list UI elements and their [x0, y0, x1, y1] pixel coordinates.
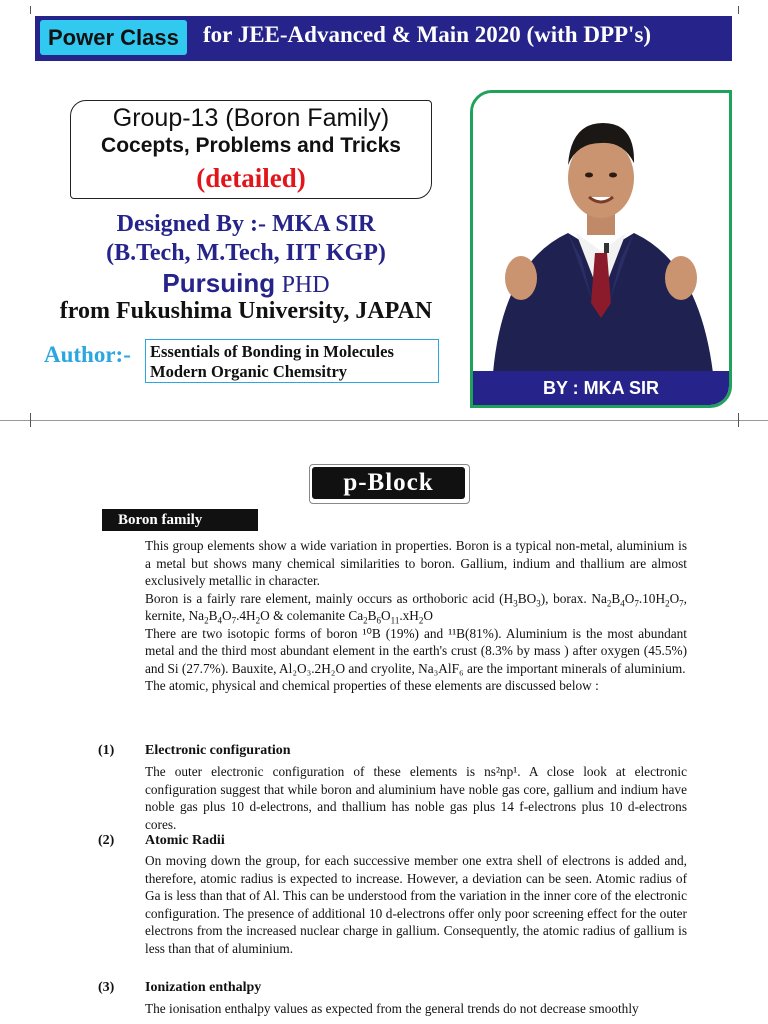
topic-detail: (detailed) — [196, 163, 306, 193]
author-book: Modern Organic Chemsitry — [150, 362, 348, 381]
instructor-illustration — [473, 93, 729, 405]
author-books-box — [145, 339, 439, 383]
item-title: Electronic configuration — [145, 743, 291, 758]
intro-text-3: There are two isotopic forms of boron ¹⁰B (19%) and ¹¹B(81%). Aluminium is the most abundant metal and the third most abundant element in the earth's crust (8.3% by mass ) after oxygen (45.5%) and Si (27.7%). Bauxite, Al₂O₃.2H₂O and cryolite, Na₃AlF₆ are the important minerals of aluminium. — [145, 625, 687, 676]
designer-university: from Fukushima University, JAPAN — [59, 298, 433, 324]
crop-mark — [30, 413, 31, 427]
topic-box — [70, 100, 432, 199]
item-number: (3) — [98, 980, 115, 995]
header-title: for JEE-Advanced & Main 2020 (with DPP's) — [203, 22, 652, 47]
cover-banner — [0, 0, 768, 420]
header-bar — [35, 16, 732, 61]
intro-text-2: Boron is a fairly rare element, mainly occurs as orthoboric acid $(H_3BO_3)$, borax. $Na_2B_4O_7.10H_2O_7$, kernite, $Na_2B_4O_7.4H_2O$ & colemanite $Ca_2B_6O_{11}.xH_2O$ — [145, 590, 687, 626]
designer-pursuing — [0, 268, 492, 299]
author-book: Essentials of Bonding in Molecules — [150, 342, 394, 361]
instructor-photo — [470, 90, 732, 408]
item-title: Ionization enthalpy — [145, 980, 262, 995]
section-heading: Boron family — [102, 509, 258, 531]
topic-subtitle: Cocepts, Problems and Tricks — [101, 134, 401, 157]
photo-caption: BY : MKA SIR — [473, 371, 729, 405]
topic-title: Group-13 (Boron Family) — [112, 104, 390, 132]
crop-mark — [30, 6, 31, 14]
crop-mark — [738, 6, 739, 14]
intro-paragraph — [145, 537, 687, 695]
pursuing-word: Pursuing — [162, 268, 276, 298]
phd-word: PHD — [281, 272, 330, 298]
item-number: (2) — [98, 833, 115, 848]
designer-degrees: (B.Tech, M.Tech, IIT KGP) — [106, 240, 386, 266]
crop-mark — [738, 413, 739, 427]
item-title: Atomic Radii — [145, 833, 225, 848]
item-text: The ionisation enthalpy values as expected from the general trends do not decrease smoothly — [145, 1001, 639, 1016]
intro-text-1: This group elements show a wide variation in properties. Boron is a typical non-metal, aluminium is a metal but shows many chemical similarities to boron. Gallium, indium and thallium are almost exclusively metallic in character. — [145, 538, 687, 588]
item-text: On moving down the group, for each successive member one extra shell of electrons is added and, therefore, atomic radius is expected to increase. However, a deviation can be seen. Atomic radius of Ga is less than that of Al. This can be understood from the variation in the inner core of the electronic configuration. The presence of additional 10 d-electrons offer only poor screening effect for the outer electrons from the increased nuclear charge in gallium. Consequently, the atomic radius of gallium is less than that of aluminium. — [145, 853, 687, 956]
doc-heading: p-Block — [312, 467, 465, 499]
item-text: The outer electronic configuration of these elements is ns²np¹. A close look at electronic configuration suggest that while boron and aluminium have noble gas core, gallium and indium have noble gas plus 10 d-electrons, and thallium has noble gas plus 14 f-electrons plus 10 d-electrons cores. — [145, 764, 687, 832]
power-class-badge: Power Class — [40, 20, 187, 55]
banner-divider — [0, 420, 768, 421]
author-label: Author:- — [44, 342, 131, 367]
item-number: (1) — [98, 743, 115, 758]
designer-line: Designed By :- MKA SIR — [116, 211, 376, 237]
intro-text-4: The atomic, physical and chemical properties of these elements are discussed below : — [145, 678, 599, 693]
